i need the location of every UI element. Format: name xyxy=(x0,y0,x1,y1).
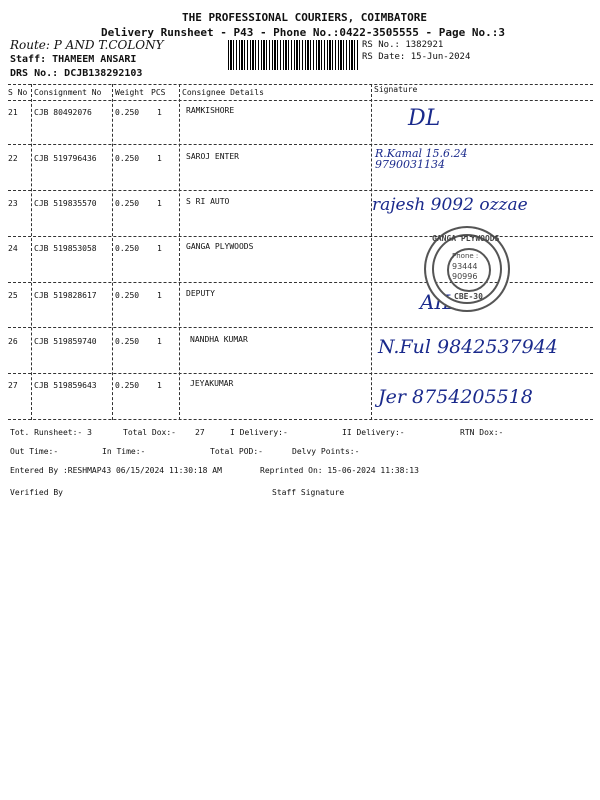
in-time: In Time:- xyxy=(102,447,146,456)
row-weight: 0.250 xyxy=(115,381,140,390)
row-consignee: NANDHA KUMAR xyxy=(190,335,248,344)
signature-row-21: DL xyxy=(408,106,441,131)
row-sno: 27 xyxy=(8,381,18,390)
ii-delivery: II Delivery:- xyxy=(342,428,405,437)
signature-row-27: Jer 8754205518 xyxy=(378,386,533,408)
col-sep xyxy=(371,84,372,420)
stamp-phone-1: 93444 xyxy=(452,262,478,271)
col-sep xyxy=(179,84,180,420)
row-consignee: RAMKISHORE xyxy=(186,106,235,115)
row-consignee: GANGA PLYWOODS xyxy=(186,242,254,251)
row-weight: 0.250 xyxy=(115,199,140,208)
row-consignment: CJB 519859740 xyxy=(34,337,97,346)
row-pcs: 1 xyxy=(157,108,162,117)
row-sno: 22 xyxy=(8,154,18,163)
row-weight: 0.250 xyxy=(115,108,140,117)
row-consignment: CJB 519835570 xyxy=(34,199,97,208)
drs-number: DRS No.: DCJB138292103 xyxy=(10,68,143,79)
company-title: THE PROFESSIONAL COURIERS, COIMBATORE xyxy=(182,11,428,24)
table-top-rule xyxy=(8,84,593,85)
row-consignment: CJB 519796436 xyxy=(34,154,97,163)
barcode-image xyxy=(228,40,360,70)
row-sno: 26 xyxy=(8,337,18,346)
row-weight: 0.250 xyxy=(115,291,140,300)
table-header-rule xyxy=(8,100,593,101)
row-consignment: CJB 519859643 xyxy=(34,381,97,390)
stamp-phone-label: Phone : xyxy=(452,252,479,260)
row-pcs: 1 xyxy=(157,199,162,208)
row-sno: 25 xyxy=(8,291,18,300)
row-consignment: CJB 80492076 xyxy=(34,108,92,117)
delvy-points: Delvy Points:- xyxy=(292,447,360,456)
row-divider xyxy=(8,327,593,328)
row-pcs: 1 xyxy=(157,244,162,253)
runsheet-title: Delivery Runsheet - P43 - Phone No.:0422-3505555 - Page No.:3 xyxy=(101,26,505,39)
row-weight: 0.250 xyxy=(115,244,140,253)
row-consignee: S RI AUTO xyxy=(186,197,230,206)
rs-number: RS No.: 1382921 xyxy=(362,40,444,50)
row-sno: 24 xyxy=(8,244,18,253)
col-sep xyxy=(31,84,32,420)
col-sno: S No xyxy=(8,88,28,97)
row-sno: 21 xyxy=(8,108,18,117)
tot-runsheet: Tot. Runsheet:- 3 xyxy=(10,428,92,437)
total-dox-value: 27 xyxy=(195,428,205,437)
reprinted-on: Reprinted On: 15-06-2024 11:38:13 xyxy=(260,466,419,475)
col-consignee: Consignee Details xyxy=(182,88,264,97)
col-sep xyxy=(112,84,113,420)
stamp-top-text: GANGA PLYWOODS xyxy=(432,234,500,243)
rs-date: RS Date: 15-Jun-2024 xyxy=(362,52,471,62)
row-weight: 0.250 xyxy=(115,337,140,346)
entered-by: Entered By :RESHMAP43 06/15/2024 11:30:18 AM xyxy=(10,466,222,475)
row-consignee: DEPUTY xyxy=(186,289,215,298)
row-pcs: 1 xyxy=(157,337,162,346)
stamp-phone-2: 90996 xyxy=(452,272,478,281)
company-stamp xyxy=(424,226,510,312)
row-divider xyxy=(8,236,593,237)
total-dox-label: Total Dox:- xyxy=(123,428,176,437)
total-pod: Total POD:- xyxy=(210,447,263,456)
staff-signature: Staff Signature xyxy=(272,488,345,497)
row-divider xyxy=(8,190,593,191)
col-consignment: Consignment No xyxy=(34,88,102,97)
row-consignee: SAROJ ENTER xyxy=(186,152,239,161)
col-signature: Signature xyxy=(374,85,418,94)
signature-row-23: rajesh 9092 ozzae xyxy=(372,195,528,215)
row-sno: 23 xyxy=(8,199,18,208)
row-weight: 0.250 xyxy=(115,154,140,163)
rtn-dox: RTN Dox:- xyxy=(460,428,504,437)
signature-row-22: R.Kamal 15.6.24 9790031134 xyxy=(375,147,468,171)
out-time: Out Time:- xyxy=(10,447,59,456)
route-label: Route: P AND T.COLONY xyxy=(10,38,164,52)
row-pcs: 1 xyxy=(157,291,162,300)
row-pcs: 1 xyxy=(157,381,162,390)
signature-row-26: N.Ful 9842537944 xyxy=(378,336,558,358)
col-weight: Weight xyxy=(115,88,144,97)
col-pcs: PCS xyxy=(151,88,166,97)
row-consignment: CJB 519853058 xyxy=(34,244,97,253)
verified-by: Verified By xyxy=(10,488,63,497)
staff-label: Staff: THAMEEM ANSARI xyxy=(10,54,137,65)
row-consignment: CJB 519828617 xyxy=(34,291,97,300)
table-bottom-rule xyxy=(8,419,593,420)
row-consignee: JEYAKUMAR xyxy=(190,379,234,388)
row-pcs: 1 xyxy=(157,154,162,163)
row-divider xyxy=(8,144,593,145)
signature-row-25: AIL xyxy=(420,290,456,314)
i-delivery: I Delivery:- xyxy=(230,428,288,437)
stamp-bottom-text: CBE-30 xyxy=(454,292,483,301)
row-divider xyxy=(8,373,593,374)
